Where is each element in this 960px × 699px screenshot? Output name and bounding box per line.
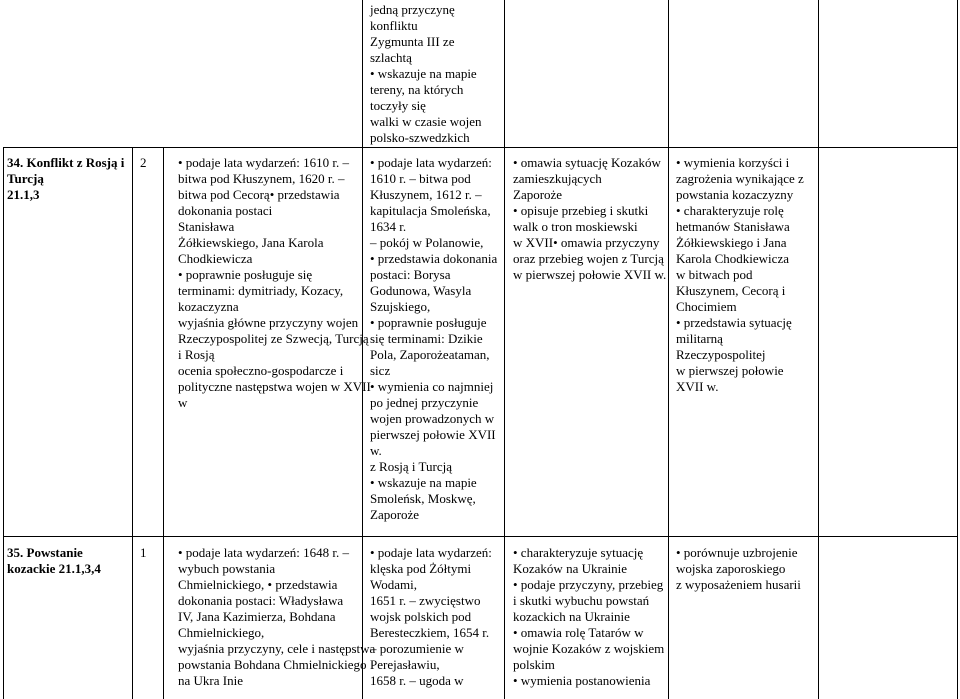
text-line: Smoleńsk, Moskwę, [370,491,476,506]
text-line: Chmielnickiego, • przedstawia [178,577,338,592]
text-line: • charakteryzuje rolę [676,203,784,218]
text-line: 1651 r. – zwycięstwo [370,593,481,608]
text-line: wojska zaporoskiego [676,561,786,576]
text-line: Kłuszynem, 1612 r. – [370,187,482,202]
table-border-right [957,0,958,699]
text-line: zagrożenia wynikające z [676,171,804,186]
text-line: powstania kozaczyzny [676,187,794,202]
text-line: 21.1,3 [7,187,40,202]
text-line: w bitwach pod [676,267,753,282]
requirements-standard-35 [370,545,492,689]
text-line: • wymienia korzyści i [676,155,790,170]
text-line: terminami: dymitriady, Kozacy, [178,283,344,298]
text-line: wyjaśnia przyczyny, cele i następstwa [178,641,376,656]
text-line: hetmanów Stanisława [676,219,790,234]
text-line: • przedstawia sytuację [676,315,792,330]
text-line: • podaje lata wydarzeń: 1648 r. – [178,545,349,560]
text-line: • poprawnie posługuje [370,315,487,330]
text-line: walk o tron moskiewski [513,219,638,234]
text-line: Chodkiewicza [178,251,253,266]
text-line: Zaporoże [513,187,563,202]
text-line: Karola Chodkiewicza [676,251,789,266]
text-line: • opisuje przebieg i skutki [513,203,649,218]
text-line: w [178,395,188,410]
text-line: Żółkiewskiego i Jana [676,235,787,250]
text-line: sicz [370,363,391,378]
table-column-divider [504,0,505,699]
table-column-divider [668,0,669,699]
text-line: bitwa pod Cecorą• przedstawia [178,187,340,202]
text-line: bitwa pod Kłuszynem, 1620 r. – [178,171,345,186]
text-line: • wskazuje na mapie [370,66,477,81]
requirements-basic-34 [178,155,371,411]
text-line: • charakteryzuje sytuację [513,545,644,560]
text-line: Turcją [7,171,44,186]
text-line: Rzeczypospolitej [676,347,766,362]
text-line: Chocimiem [676,299,737,314]
text-line: pierwszej połowie XVII [370,427,496,442]
text-line: dokonania postaci: Władysława [178,593,344,608]
text-line: 1610 r. – bitwa pod [370,171,471,186]
text-line: walki w czasie wojen [370,114,482,129]
text-line: toczyły się [370,98,426,113]
text-line: się terminami: Dzikie [370,331,483,346]
text-line: z wyposażeniem husarii [676,577,801,592]
text-line: Stanisława [178,219,235,234]
text-line: postaci: Borysa [370,267,451,282]
continued-cell-col3 [370,2,482,146]
text-line: i Rosją [178,347,215,362]
text-line: po jednej przyczynie [370,395,479,410]
text-line: dokonania postaci [178,203,273,218]
text-line: polsko-szwedzkich [370,130,470,145]
text-line: • podaje lata wydarzeń: 1610 r. – [178,155,349,170]
text-line: klęska pod Żółtymi [370,561,472,576]
table-column-divider [818,0,819,699]
text-line: Zaporoże [370,507,420,522]
lesson-topic-35 [7,545,101,577]
text-line: kozaczyzna [178,299,239,314]
text-line: wojnie Kozaków z wojskiem [513,641,665,656]
text-line: kapitulacja Smoleńska, [370,203,491,218]
text-line: Szujskiego, [370,299,431,314]
requirements-advanced-35 [676,545,801,593]
text-line: 34. Konflikt z Rosją i [7,155,125,170]
text-line: oraz przebieg wojen z Turcją [513,251,664,266]
text-line: militarną [676,331,723,346]
text-line: Kozaków na Ukrainie [513,561,628,576]
text-line: powstania Bohdana Chmielnickiego [178,657,367,672]
text-line: Perejasławiu, [370,657,440,672]
text-line: z Rosją i Turcją [370,459,452,474]
text-line: konfliktu [370,18,418,33]
text-line: wybuch powstania [178,561,276,576]
text-line: ocenia społeczno-gospodarcze i [178,363,344,378]
text-line: XVII w. [676,379,719,394]
text-line: jedną przyczynę [370,2,455,17]
table-row-divider [3,536,958,537]
requirements-extended-34 [513,155,666,283]
text-line: wojen prowadzonych w [370,411,495,426]
requirements-basic-35 [178,545,375,689]
text-line: Beresteczkiem, 1654 r. [370,625,490,640]
text-line: Zygmunta III ze [370,34,455,49]
text-line: IV, Jana Kazimierza, Bohdana [178,609,336,624]
text-line: • podaje lata wydarzeń: [370,155,492,170]
text-line: • wymienia co najmniej [370,379,494,394]
text-line: 1634 r. [370,219,407,234]
text-line: • podaje przyczyny, przebieg [513,577,664,592]
text-line: • wskazuje na mapie [370,475,477,490]
text-line: szlachtą [370,50,412,65]
text-line: • podaje lata wydarzeń: [370,545,492,560]
text-line: Godunowa, Wasyla [370,283,472,298]
text-line: 1658 r. – ugoda w [370,673,464,688]
text-line: Kłuszynem, Cecorą i [676,283,786,298]
text-line: kozackie 21.1,3,4 [7,561,101,576]
text-line: Rzeczypospolitej ze Szwecją, Turcją [178,331,369,346]
text-line: kozackich na Ukrainie [513,609,630,624]
text-line: w XVII• omawia przyczyny [513,235,660,250]
requirements-standard-34 [370,155,497,523]
text-line: wojsk polskich pod [370,609,472,624]
text-line: – pokój w Polanowie, [370,235,484,250]
text-line: tereny, na których [370,82,464,97]
text-line: – porozumienie w [370,641,464,656]
text-line: • porównuje uzbrojenie [676,545,798,560]
text-line: na Ukra Inie [178,673,243,688]
lesson-hours-34: 2 [140,155,147,170]
text-line: w pierwszej połowie [676,363,784,378]
requirements-extended-35 [513,545,664,689]
text-line: • omawia rolę Tatarów w [513,625,644,640]
text-line: polityczne następstwa wojen w XVII [178,379,371,394]
text-line: zamieszkujących [513,171,602,186]
text-line: • przedstawia dokonania [370,251,498,266]
text-line: Pola, Zaporożeataman, [370,347,490,362]
text-line: w pierwszej połowie XVII w. [513,267,667,282]
text-line: Wodami, [370,577,417,592]
requirements-advanced-34 [676,155,804,395]
table-column-divider [163,147,164,699]
text-line: Żółkiewskiego, Jana Karola [178,235,324,250]
text-line: i skutki wybuchu powstań [513,593,650,608]
lesson-topic-34 [7,155,124,203]
text-line: 35. Powstanie [7,545,83,560]
text-line: polskim [513,657,555,672]
table-border-left [3,147,4,699]
text-line: • omawia sytuację Kozaków [513,155,661,170]
text-line: • wymienia postanowienia [513,673,651,688]
table-column-divider [132,147,133,699]
text-line: w. [370,443,382,458]
text-line: • poprawnie posługuje się [178,267,313,282]
lesson-hours-35: 1 [140,545,147,560]
text-line: Chmielnickiego, [178,625,265,640]
text-line: wyjaśnia główne przyczyny wojen [178,315,359,330]
table-row-divider [3,147,958,148]
